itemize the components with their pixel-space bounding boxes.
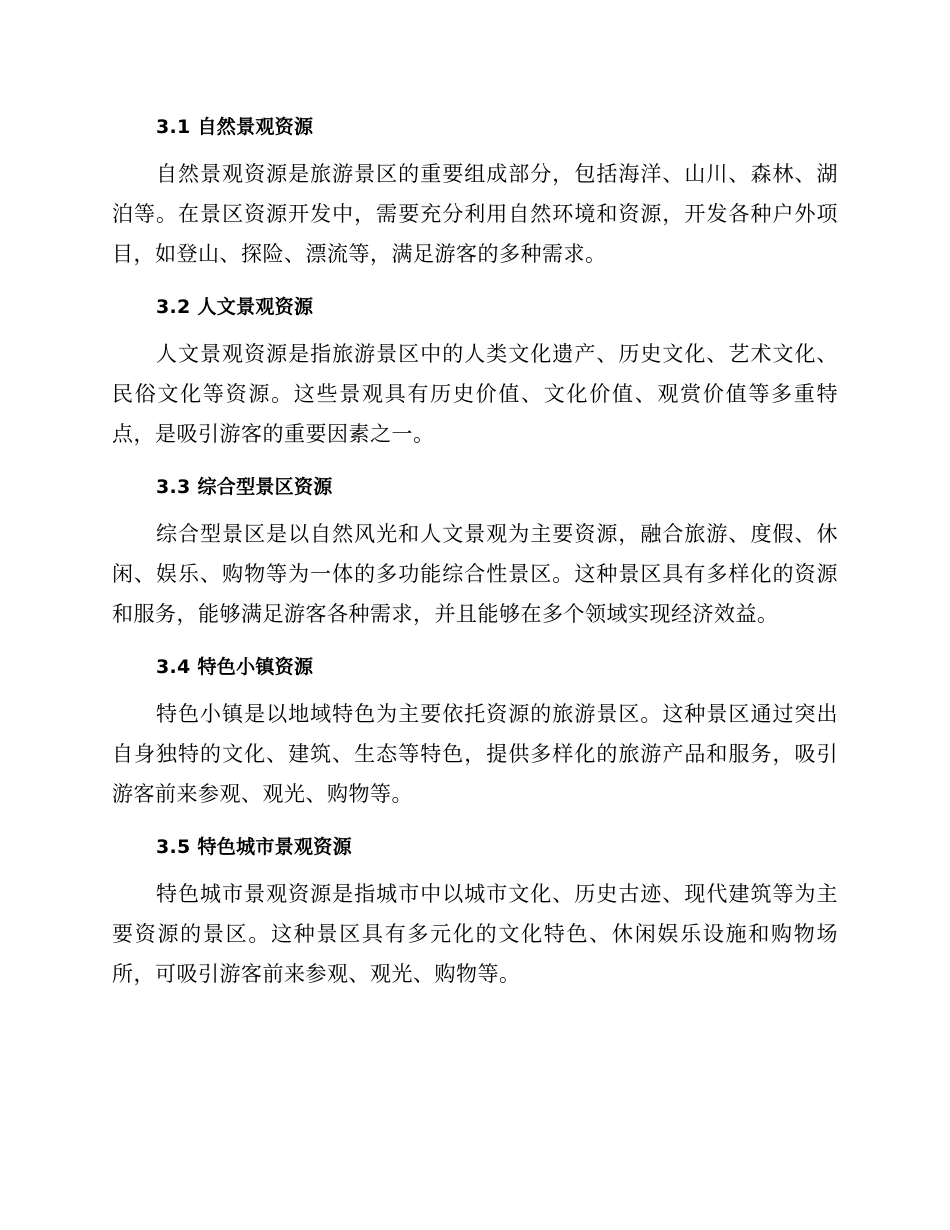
section-paragraph: 自然景观资源是旅游景区的重要组成部分，包括海洋、山川、森林、湖泊等。在景区资源开发中，需要充分利用自然环境和资源，开发各种户外项目，如登山、探险、漂流等，满足游客的多种需求。 (112, 162, 838, 266)
section-heading: 3.5 特色城市景观资源 (156, 836, 352, 858)
section-3-1 (112, 112, 838, 274)
section-3-5 (112, 832, 838, 994)
section-paragraph: 人文景观资源是指旅游景区中的人类文化遗产、历史文化、艺术文化、民俗文化等资源。这些景观具有历史价值、文化价值、观赏价值等多重特点，是吸引游客的重要因素之一。 (112, 342, 838, 446)
section-heading: 3.3 综合型景区资源 (156, 476, 333, 498)
section-paragraph: 综合型景区是以自然风光和人文景观为主要资源，融合旅游、度假、休闲、娱乐、购物等为一体的多功能综合性景区。这种景区具有多样化的资源和服务，能够满足游客各种需求，并且能够在多个领域实现经济效益。 (112, 522, 838, 626)
section-3-3 (112, 472, 838, 634)
section-heading: 3.1 自然景观资源 (156, 116, 314, 138)
section-3-4 (112, 652, 838, 814)
section-paragraph: 特色城市景观资源是指城市中以城市文化、历史古迹、现代建筑等为主要资源的景区。这种景区具有多元化的文化特色、休闲娱乐设施和购物场所，可吸引游客前来参观、观光、购物等。 (112, 882, 838, 986)
section-heading: 3.2 人文景观资源 (156, 296, 314, 318)
section-3-2 (112, 292, 838, 454)
section-paragraph: 特色小镇是以地域特色为主要依托资源的旅游景区。这种景区通过突出自身独特的文化、建筑、生态等特色，提供多样化的旅游产品和服务，吸引游客前来参观、观光、购物等。 (112, 702, 838, 806)
section-heading: 3.4 特色小镇资源 (156, 656, 314, 678)
